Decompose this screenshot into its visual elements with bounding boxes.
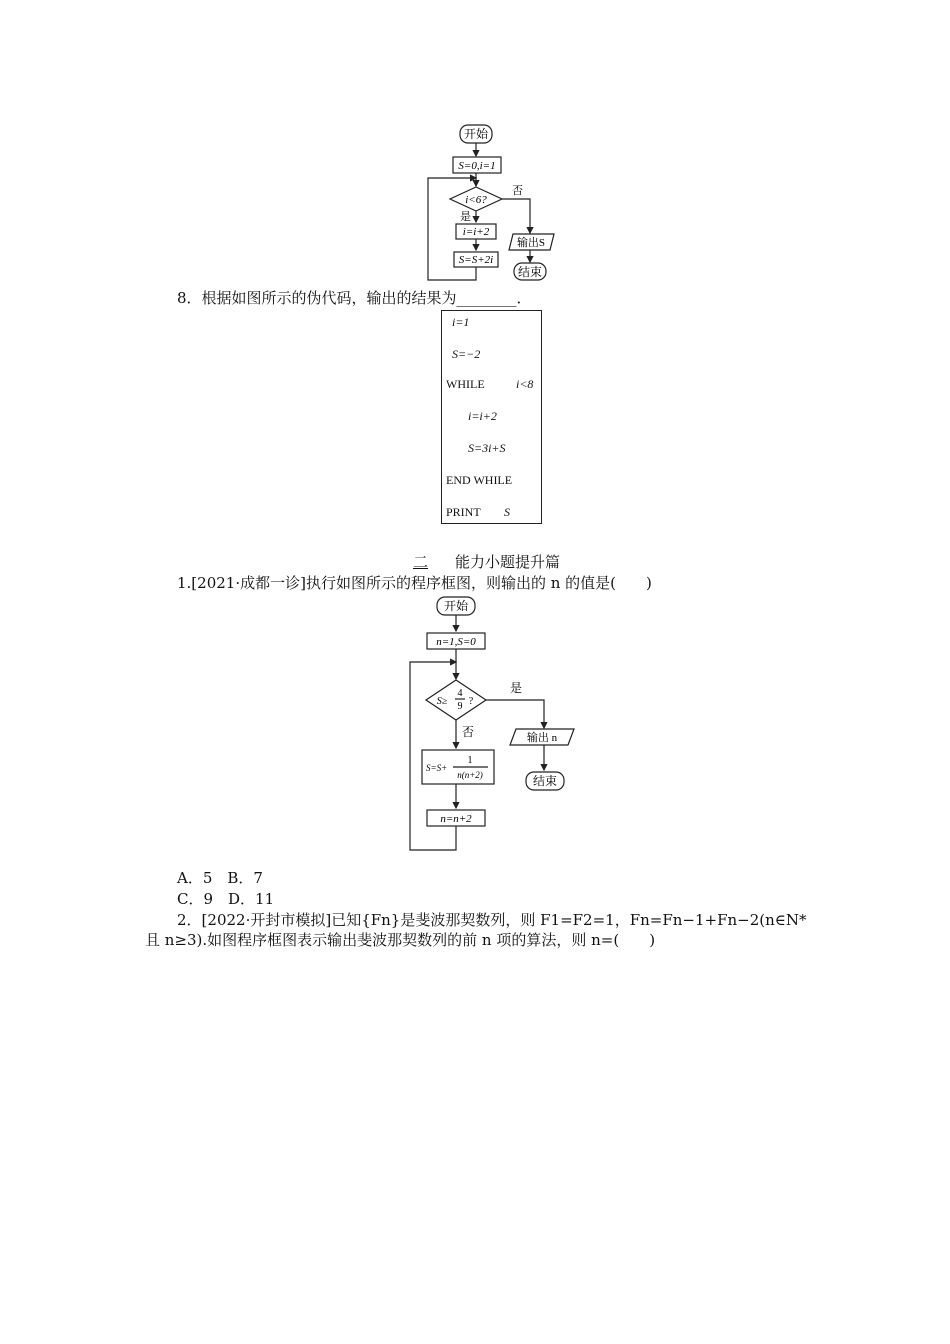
- start-label: 开始: [443, 599, 469, 613]
- cond-numerator: 4: [457, 688, 463, 699]
- options-a-b: A．5 B．7: [177, 869, 263, 887]
- no-label: 否: [462, 725, 475, 739]
- code-line-3-keyword: WHILE: [446, 377, 485, 391]
- output-label: 输出 n: [526, 732, 558, 744]
- question-2-line-2: 且 n≥3).如图程序框图表示输出斐波那契数列的前 n 项的算法，则 n=( ): [145, 931, 656, 949]
- start-label: 开始: [463, 127, 489, 141]
- code-line-7-keyword: PRINT: [446, 505, 481, 519]
- step-denominator: n(n+2): [457, 770, 483, 780]
- cond-label: i<6?: [465, 194, 487, 206]
- cond-question: ?: [468, 696, 474, 707]
- options-c-d: C．9 D．11: [177, 890, 275, 908]
- increment-label: n=n+2: [440, 813, 472, 825]
- code-line-1: i=1: [452, 315, 470, 329]
- init-label: S=0,i=1: [458, 160, 496, 172]
- yes-label: 是: [510, 681, 523, 695]
- question-8: 8．根据如图所示的伪代码，输出的结果为________．: [177, 289, 532, 307]
- code-line-3-cond: i<8: [516, 377, 534, 391]
- section-number: 二: [413, 553, 429, 571]
- end-label: 结束: [532, 774, 558, 788]
- step1-label: i=i+2: [462, 226, 490, 238]
- yes-label: 是: [460, 211, 471, 223]
- end-label: 结束: [517, 265, 543, 279]
- code-line-4: i=i+2: [468, 409, 497, 423]
- flowchart-1: [420, 120, 570, 285]
- code-line-5: S=3i+S: [468, 441, 506, 455]
- cond-left: S≥: [436, 696, 448, 707]
- question-2-line-1: 2．[2022·开封市模拟]已知{Fn}是斐波那契数列，则 F1=F2=1，Fn=Fn−1+Fn−2(n∈N*: [177, 911, 807, 929]
- section-title: 能力小题提升篇: [455, 553, 561, 571]
- step-numerator: 1: [467, 755, 473, 766]
- step2-label: S=S+2i: [458, 254, 494, 266]
- pseudocode-box: [441, 310, 542, 524]
- flowchart-2: [400, 592, 590, 854]
- init-label: n=1,S=0: [436, 636, 476, 648]
- cond-denominator: 9: [457, 701, 463, 712]
- code-line-7-var: S: [504, 505, 510, 519]
- output-label: 输出S: [516, 237, 546, 249]
- decision-diamond: [426, 680, 486, 720]
- no-label: 否: [512, 185, 523, 197]
- code-line-2: S=−2: [452, 347, 481, 361]
- step-left: S=S+: [426, 763, 448, 773]
- question-1: 1.[2021·成都一诊]执行如图所示的程序框图，则输出的 n 的值是( ): [177, 574, 652, 592]
- code-line-6: END WHILE: [446, 473, 513, 487]
